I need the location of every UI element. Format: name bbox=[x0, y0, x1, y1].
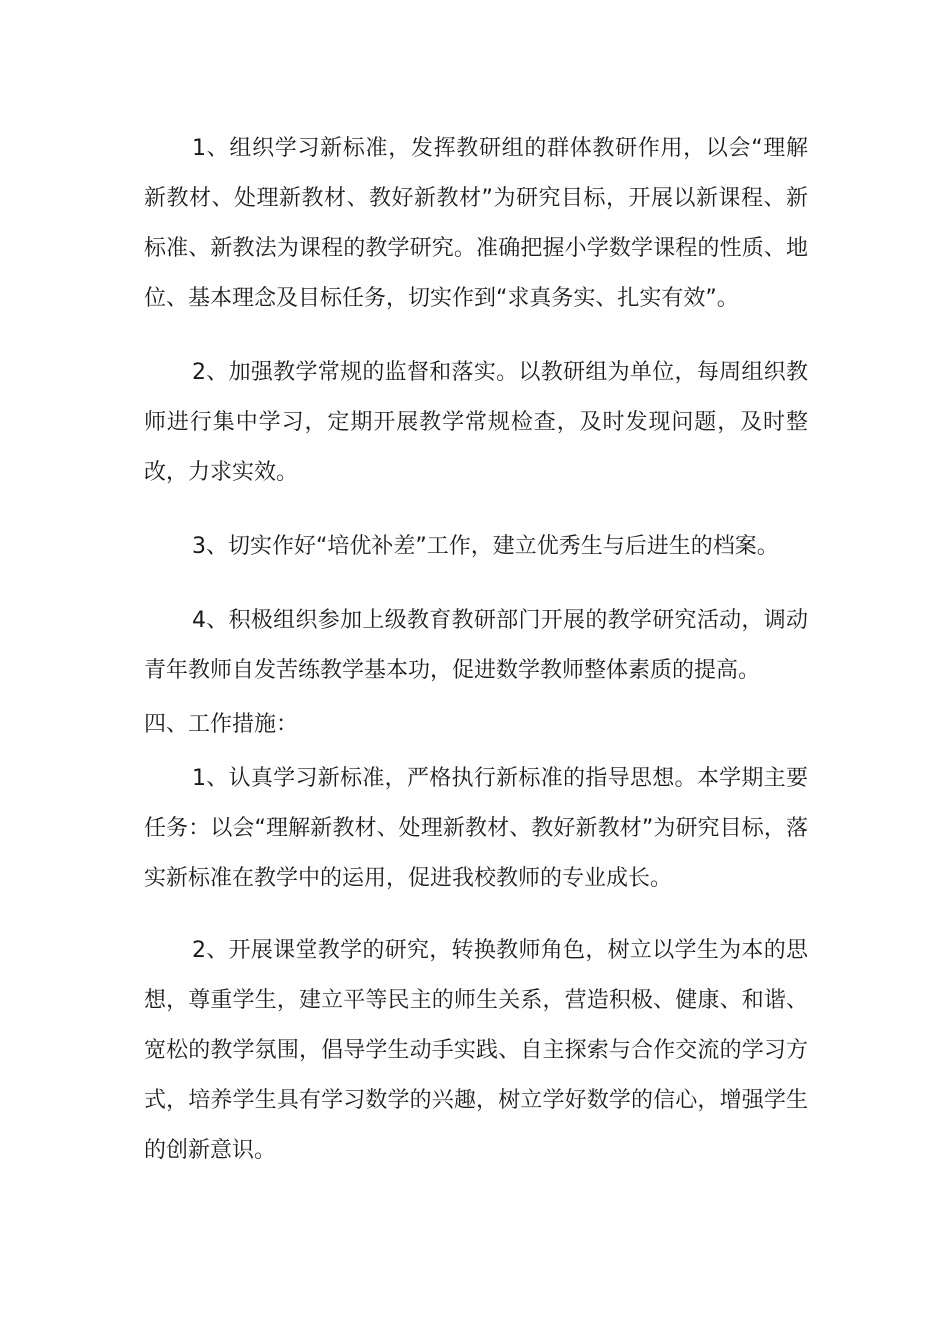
measure-1: 1、认真学习新标准，严格执行新标准的指导思想。本学期主要任务：以会“理解新教材、处理新教材、教好新教材”为研究目标，落实新标准在教学中的运用，促进我校教师的专业成长。 bbox=[144, 766, 808, 891]
paragraph-2: 2、加强教学常规的监督和落实。以教研组为单位，每周组织教师进行集中学习，定期开展教学常规检查，及时发现问题，及时整改，力求实效。 bbox=[144, 360, 808, 485]
section-heading: 四、工作措施： bbox=[144, 712, 299, 737]
paragraph-1: 1、组织学习新标准，发挥教研组的群体教研作用，以会“理解新教材、处理新教材、教好新教材”为研究目标，开展以新课程、新标准、新教法为课程的教学研究。准确把握小学数学课程的性质、地位、基本理念及目标任务，切实作到“求真务实、扎实有效”。 bbox=[144, 136, 808, 311]
document-body bbox=[144, 124, 808, 1176]
measure-2: 2、开展课堂教学的研究，转换教师角色，树立以学生为本的思想，尊重学生，建立平等民主的师生关系，营造积极、健康、和谐、宽松的教学氛围，倡导学生动手实践、自主探索与合作交流的学习方式，培养学生具有学习数学的兴趣，树立学好数学的信心，增强学生的创新意识。 bbox=[144, 938, 808, 1163]
paragraph-3: 3、切实作好“培优补差”工作，建立优秀生与后进生的档案。 bbox=[192, 534, 779, 559]
paragraph-4: 4、积极组织参加上级教育教研部门开展的教学研究活动，调动青年教师自发苦练教学基本功，促进数学教师整体素质的提高。 bbox=[144, 608, 808, 683]
